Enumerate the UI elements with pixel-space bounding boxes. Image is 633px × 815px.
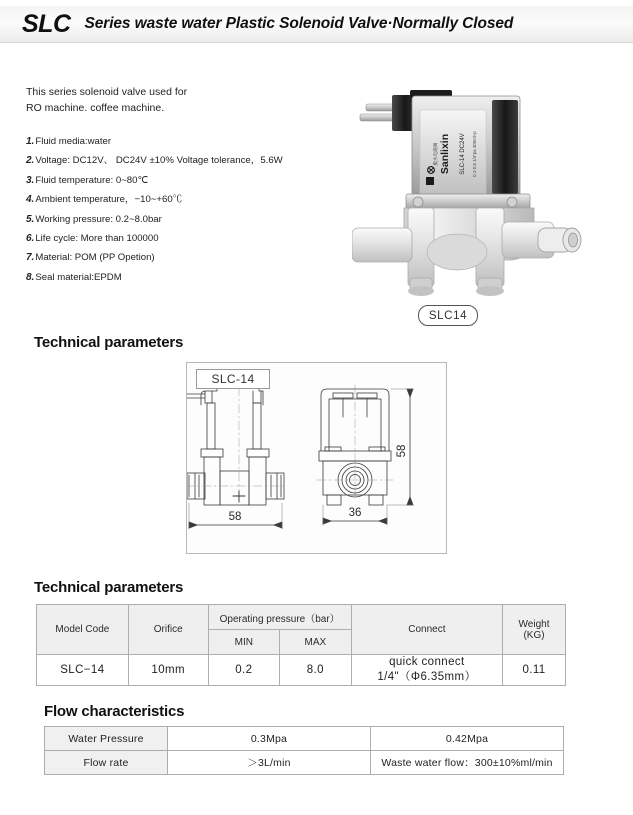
spec-number: 2. [26, 155, 35, 167]
th-max: MAX [280, 630, 352, 655]
spec-text: Fluid temperature: 0~80℃ [35, 174, 149, 186]
intro-paragraph [26, 84, 326, 116]
technical-drawing-box [186, 362, 447, 554]
cell-water-pressure-value-2: 0.42Mpa [371, 727, 564, 751]
spec-item-5 [26, 210, 336, 229]
intro-line-2: RO machine. coffee machine. [26, 102, 165, 114]
section-heading-drawing: Technical parameters [34, 334, 184, 351]
table-header-row-1 [37, 605, 566, 630]
spec-text: Material: POM (PP Opetion) [35, 252, 155, 264]
cell-water-pressure-value-1: 0.3Mpa [168, 727, 371, 751]
dim-label-height: 58 [396, 444, 408, 458]
dim-label-front-width: 58 [228, 511, 242, 523]
th-weight-line2: (KG) [523, 629, 545, 641]
spec-number: 1. [26, 136, 35, 147]
section-heading-tech: Technical parameters [34, 579, 184, 596]
cell-orifice: 10mm [128, 655, 208, 686]
product-photo [352, 82, 598, 312]
spec-item-2 [26, 151, 336, 170]
cell-pressure-max: 8.0 [280, 655, 352, 686]
drawing-front-view [187, 385, 287, 529]
th-connect: Connect [351, 605, 502, 655]
spec-number: 5. [26, 213, 35, 225]
svg-text:Sanlixin: Sanlixin [439, 133, 451, 175]
spec-number: 7. [26, 252, 35, 264]
spec-number: 8. [26, 271, 35, 283]
th-orifice: Orifice [128, 605, 208, 655]
th-model-code: Model Code [37, 605, 129, 655]
spec-item-8 [26, 268, 336, 287]
cell-flow-rate-label: Flow rate [45, 751, 168, 775]
spec-number: 6. [26, 233, 35, 245]
spec-text: Life cycle: More than 100000 [35, 233, 159, 245]
table-row [45, 751, 564, 775]
section-heading-flow: Flow characteristics [44, 703, 185, 720]
cell-water-pressure-label: Water Pressure [45, 727, 168, 751]
spec-item-3 [26, 171, 336, 190]
cell-flow-rate-value-1: ＞3L/min [168, 751, 371, 775]
product-caption-slc14: SLC14 [418, 305, 478, 326]
spec-item-4 [26, 190, 336, 209]
cell-model-code: SLC−14 [37, 655, 129, 686]
cell-pressure-min: 0.2 [208, 655, 279, 686]
brand-logo-slc: SLC [22, 9, 71, 38]
svg-text:SLC-14 DC24V: SLC-14 DC24V [460, 133, 466, 175]
spec-number: 4. [26, 194, 35, 206]
spec-text: Working pressure: 0.2~8.0bar [35, 213, 162, 225]
spec-item-1 [26, 132, 336, 151]
spec-item-7 [26, 248, 336, 267]
intro-line-1: This series solenoid valve used for [26, 86, 188, 98]
dim-label-side-width: 36 [348, 507, 362, 519]
specification-list [26, 132, 336, 287]
spec-text: Voltage: DC12V、 DC24V ±10% Voltage tolerance，5.6W [35, 155, 283, 167]
th-operating-pressure: Operating pressure（bar） [208, 605, 351, 630]
spec-number: 3. [26, 174, 35, 186]
spec-item-6 [26, 229, 336, 248]
technical-parameters-table [36, 604, 566, 686]
page-header [0, 6, 633, 43]
svg-text:废水电磁阀: 废水电磁阀 [433, 142, 438, 166]
th-weight-line1: Weight [518, 618, 550, 630]
spec-text: Ambient temperature，−10~+60℃ [35, 194, 183, 206]
table-row [45, 727, 564, 751]
flow-characteristics-table [44, 726, 564, 775]
th-weight [503, 605, 566, 655]
cell-connect: quick connect 1/4"（Φ6.35mm） [351, 655, 502, 686]
cell-weight: 0.11 [503, 655, 566, 686]
th-min: MIN [208, 630, 279, 655]
table-row [37, 655, 566, 686]
page-title: Series waste water Plastic Solenoid Valve·Normally Closed [84, 15, 514, 32]
spec-text: Seal material:EPDM [35, 271, 122, 283]
spec-text: Fluid media:water [35, 136, 112, 147]
svg-text:0.1-0.8 1/4"pa 300ml+p: 0.1-0.8 1/4"pa 300ml+p [472, 131, 477, 177]
cell-flow-rate-value-2: Waste water flow：300±10%ml/min [371, 751, 564, 775]
drawing-model-label: SLC-14 [196, 369, 270, 389]
